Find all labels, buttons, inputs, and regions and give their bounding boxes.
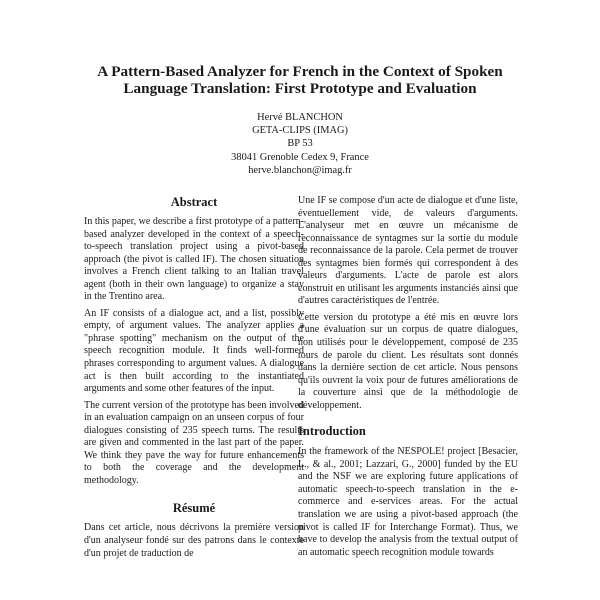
author-name: Hervé BLANCHON [257, 112, 343, 123]
author-address-line-1: BP 53 [287, 138, 313, 150]
resume-continued-paragraph: Cette version du prototype a été mis en œuvre lors d'une évaluation sur un corpus de quatre dialogues, non utilisés pour le développement, composé de 235 tours de parole du client. Les résultats sont donnés dans la dernière section de cet article. Nous pensons qu'ils ouvrent la voix pour de futures améliorations de la couverture ainsi que de la méthodologie de développement. [298, 311, 518, 411]
title-line-2: Language Translation: First Prototype and Evaluation [123, 80, 477, 97]
abstract-paragraph: The current version of the prototype has been involved in an evaluation campaign on an unseen corpus of four dialogues consisting of 235 speech turns. The results are given and commented in the last part of the paper. We think they pave the way for future enhancements to both the coverage and the development methodology. [84, 399, 304, 486]
left-column [84, 195, 304, 566]
author-address-line-2: 38041 Grenoble Cedex 9, France [231, 151, 369, 163]
author-block [150, 111, 450, 177]
abstract-paragraph: In this paper, we describe a first prototype of a pattern-based analyzer developed in the context of a speech-to-speech translation project using a pivot-based approach (the pivot is called IF). The chosen situation involves a French client talking to an Italian travel agent (both in their own language) to organize a stay in the Trentino area. [84, 216, 304, 303]
title-line-1: A Pattern-Based Analyzer for French in the Context of Spoken [97, 63, 503, 80]
abstract-paragraph: An IF consists of a dialogue act, and a list, possibly empty, of argument values. The analyzer applies a "phrase spotting" mechanism on the output of the speech recognition module. It finds well-formed phrases corresponding to argument values. A dialogue act is then built according to the instantiated arguments and some other features of the input. [84, 307, 304, 395]
resume-heading: Résumé [172, 501, 216, 516]
right-column [298, 195, 518, 565]
author-affiliation: GETA-CLIPS (IMAG) [252, 125, 348, 137]
introduction-paragraph: In the framework of the NESPOLE! project [Besacier, L., & al., 2001; Lazzari, G., 2000] funded by the EU and the NSF we are exploring future applications of automatic speech-to-speech translation in the e-commerce and e-services areas. For the actual translation we are using a pivot-based approach (the pivot is called IF for Interchange Format). Thus, we have to develop the analysis from the textual output of an automatic speech recognition module towards [298, 446, 518, 558]
author-email: herve.blanchon@imag.fr [248, 164, 352, 176]
paper-title [60, 63, 540, 97]
introduction-heading: Introduction [298, 424, 366, 439]
abstract-heading: Abstract [170, 195, 218, 209]
resume-continued-paragraph: Une IF se compose d'un acte de dialogue et d'une liste, éventuellement vide, de valeurs d'arguments. L'analyseur met en œuvre un mécanisme de reconnaissance de syntagmes sur la sortie du module de reconnaissance de la parole. Cela permet de trouver des syntagmes bien formés qui correspondent à des valeurs d'arguments. L'acte de parole est alors construit en utilisant les arguments instanciés ainsi que d'autres caractéristiques de l'entrée. [298, 195, 518, 307]
resume-paragraph: Dans cet article, nous décrivons la première version d'un analyseur fondé sur des patrons dans le contexte d'un projet de traduction de [84, 522, 304, 559]
